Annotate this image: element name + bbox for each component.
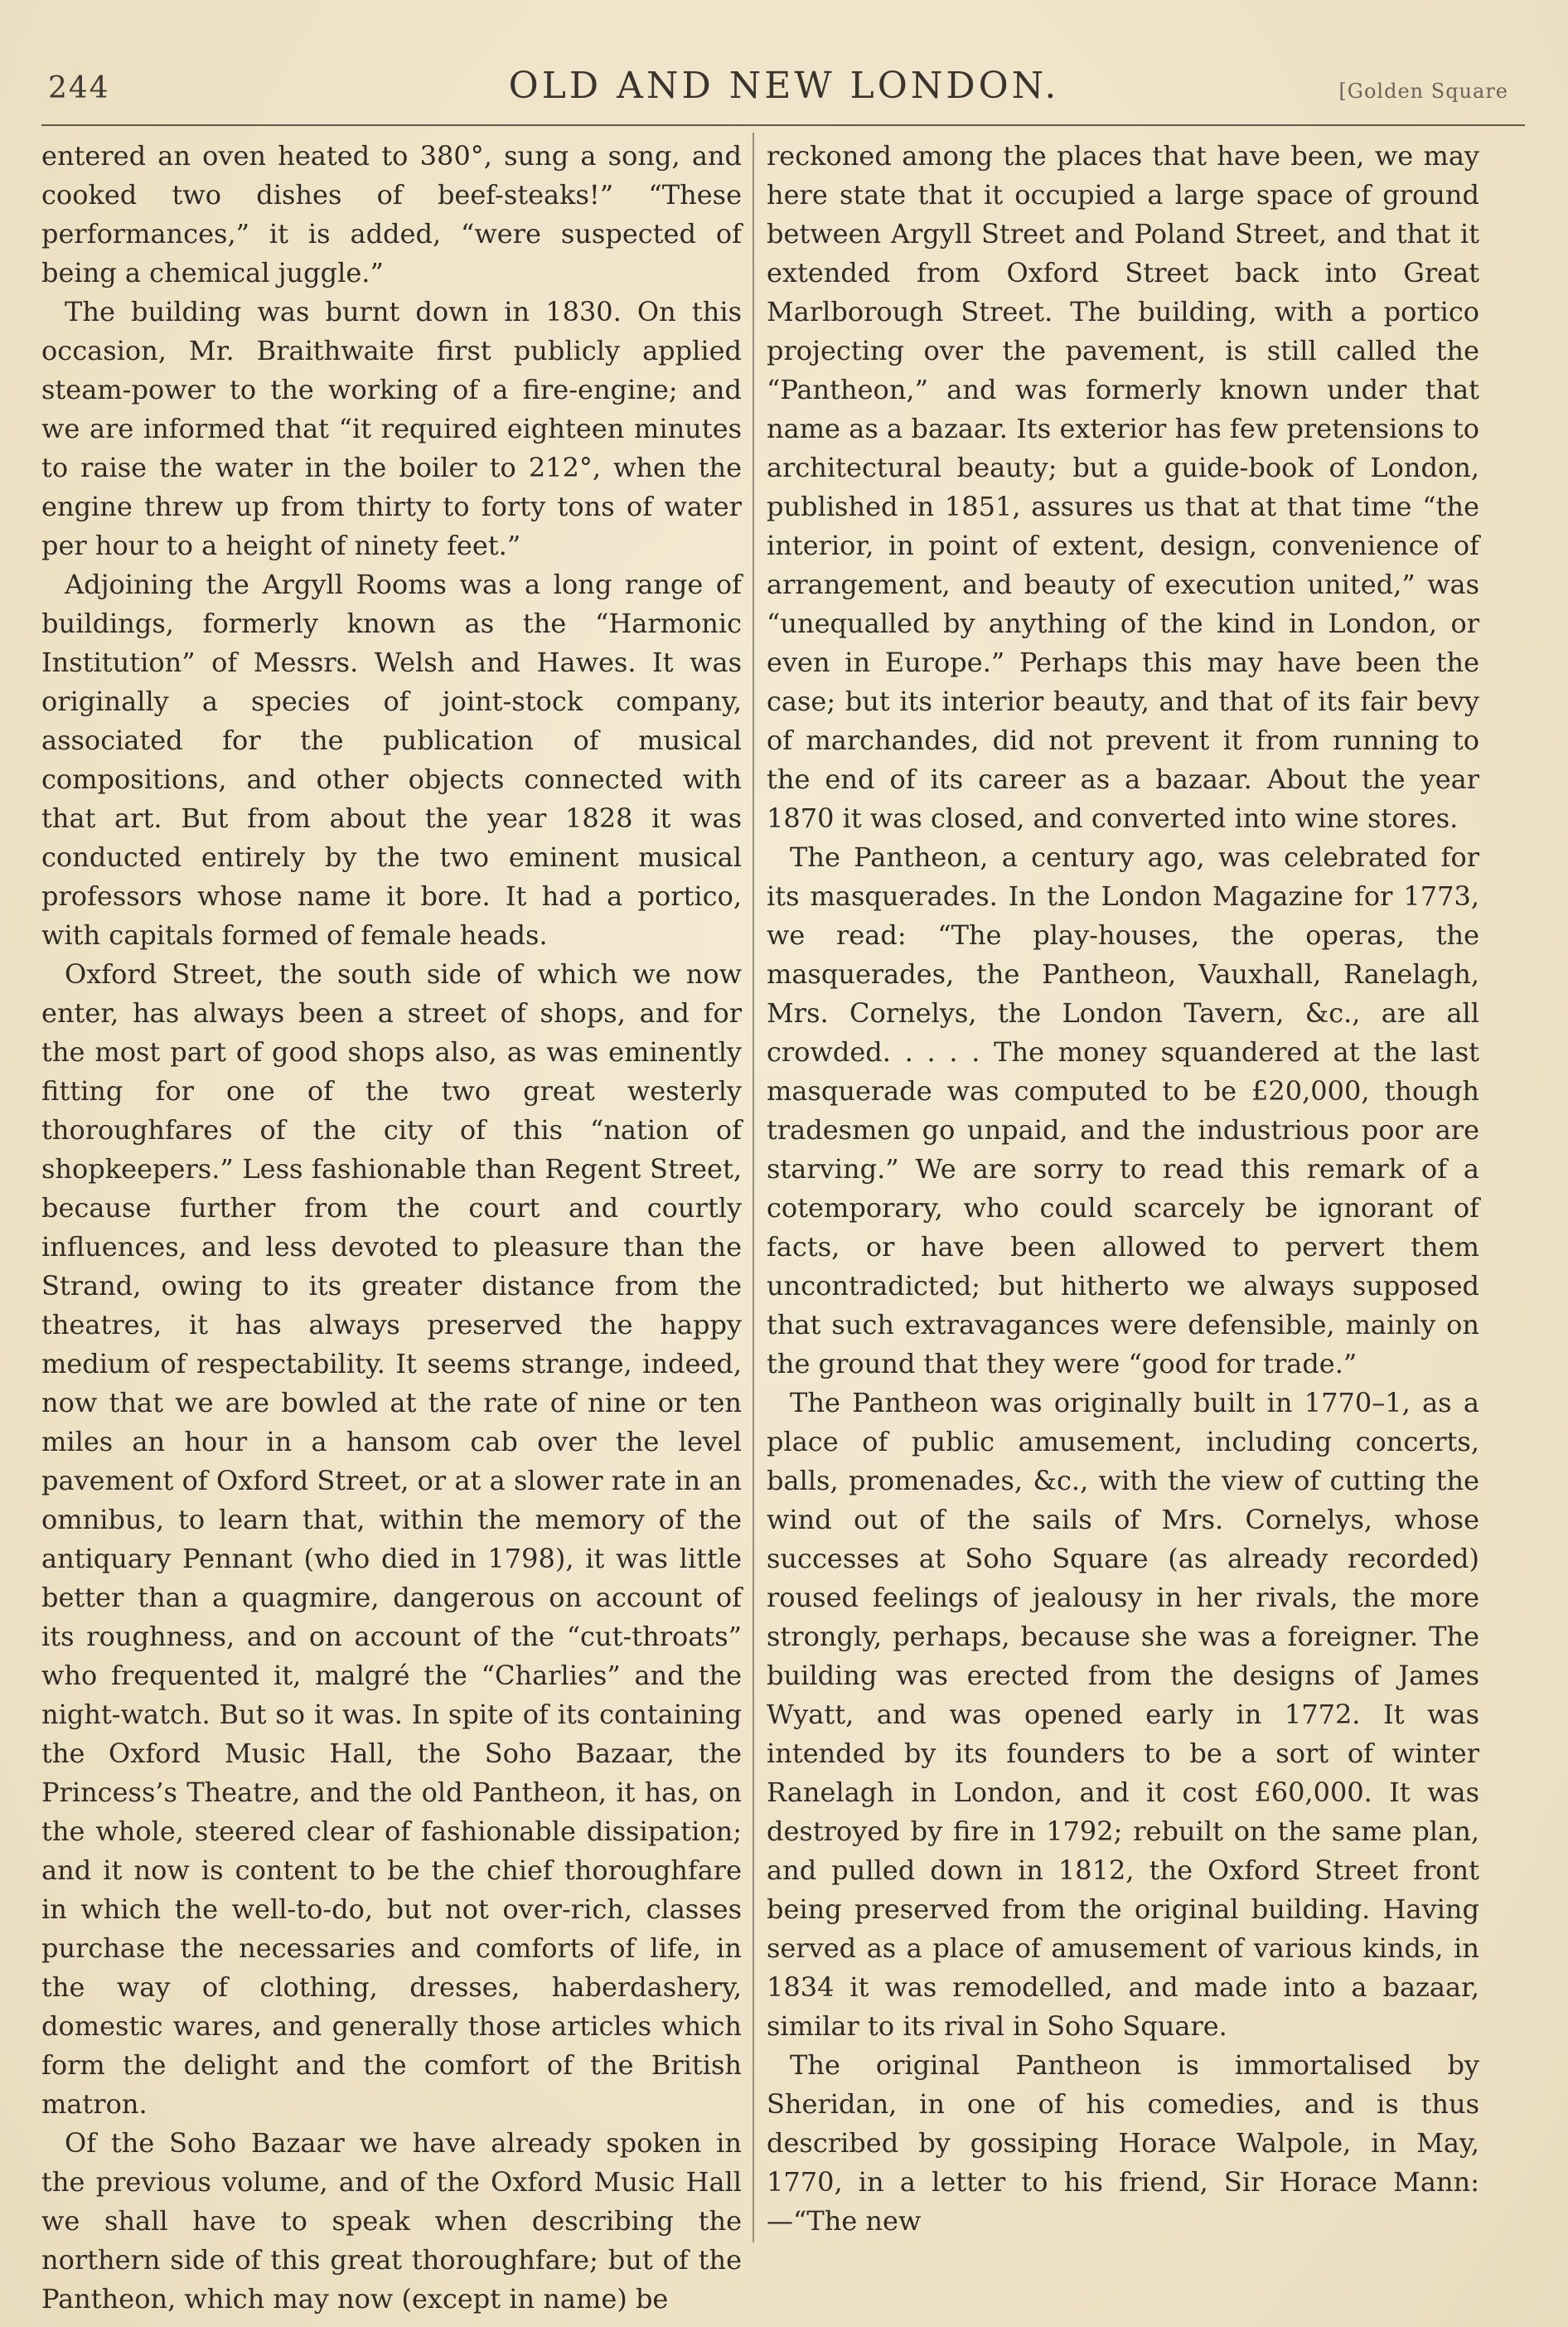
section-tag: [Golden Square [1338, 80, 1508, 103]
paragraph: reckoned among the places that have been, we may here state that it occupied a large space of ground between Argyll Street and Poland Street, and that it extended from Oxford Street back into Great Marlborough Street. The building, with a portico projecting over the pavement, is still called the “Pantheon,” and was formerly known under that name as a bazaar. Its exterior has few pretensions to architectural beauty; but a guide-book of London, published in 1851, assures us that at that time “the interior, in point of extent, design, convenience of arrangement, and beauty of execution united,” was “unequalled by anything of the kind in London, or even in Europe.” Perhaps this may have been the case; but its interior beauty, and that of its fair bevy of marchandes, did not prevent it from running to the end of its career as a bazaar. About the year 1870 it was closed, and converted into wine stores. [767, 140, 1479, 834]
column-divider [753, 133, 754, 2242]
paragraph: Oxford Street, the south side of which we now enter, has always been a street of shops, and for the most part of good shops also, as was eminently fitting for one of the two great westerly thoroughfares of the city of this “nation of shopkeepers.” Less fashionable than Regent Street, because further from the court and courtly influences, and less devoted to pleasure than the Strand, owing to its greater distance from the theatres, it has always preserved the happy medium of respectability. It seems strange, indeed, now that we are bowled at the rate of nine or ten miles an hour in a hansom cab over the level pavement of Oxford Street, or at a slower rate in an omnibus, to learn that, within the memory of the antiquary Pennant (who died in 1798), it was little better than a quagmire, dangerous on account of its roughness, and on account of the “cut-throats” who frequented it, malgré the “Charlies” and the night-watch. But so it was. In spite of its containing the Oxford Music Hall, the Soho Bazaar, the Princess’s Theatre, and the old Pantheon, it has, on the whole, steered clear of fashionable dissipation; and it now is content to be the chief thoroughfare in which the well-to-do, but not over-rich, classes purchase the necessaries and comforts of life, in the way of clothing, dresses, haberdashery, domestic wares, and generally those articles which form the delight and the comfort of the British matron. [41, 958, 742, 2120]
left-column [41, 137, 742, 2319]
paragraph: The Pantheon was originally built in 1770–1, as a place of public amusement, including concerts, balls, promenades, &c., with the view of cutting the wind out of the sails of Mrs. Cornelys, whose successes at Soho Square (as already recorded) roused feelings of jealousy in her rivals, the more strongly, perhaps, because she was a foreigner. The building was erected from the designs of James Wyatt, and was opened early in 1772. It was intended by its founders to be a sort of winter Ranelagh in London, and it cost £60,000. It was destroyed by fire in 1792; rebuilt on the same plan, and pulled down in 1812, the Oxford Street front being preserved from the original building. Having served as a place of amusement of various kinds, in 1834 it was remodelled, and made into a bazaar, similar to its rival in Soho Square. [767, 1387, 1479, 2042]
header-rule [41, 124, 1525, 126]
paragraph: Of the Soho Bazaar we have already spoken in the previous volume, and of the Oxford Music Hall we shall have to speak when describing the northern side of this great thoroughfare; but of the Pantheon, which may now (except in name) be [41, 2127, 742, 2315]
paragraph: The original Pantheon is immortalised by Sheridan, in one of his comedies, and is thus described by gossiping Horace Walpole, in May, 1770, in a letter to his friend, Sir Horace Mann:—“The new [767, 2049, 1479, 2237]
page-header [45, 65, 1523, 114]
page-number: 244 [48, 71, 110, 105]
right-column [767, 137, 1479, 2241]
running-title: OLD AND NEW LONDON. [508, 65, 1060, 107]
paragraph: The Pantheon, a century ago, was celebrated for its masquerades. In the London Magazine for 1773, we read: “The play-houses, the operas, the masquerades, the Pantheon, Vauxhall, Ranelagh, Mrs. Cornelys, the London Tavern, &c., are all crowded. . . . . The money squandered at the last masquerade was computed to be £20,000, though tradesmen go unpaid, and the industrious poor are starving.” We are sorry to read this remark of a cotemporary, who could scarcely be ignorant of facts, or have been allowed to pervert them uncontradicted; but hitherto we always supposed that such extravagances were defensible, mainly on the ground that they were “good for trade.” [767, 841, 1479, 1379]
paragraph: The building was burnt down in 1830. On this occasion, Mr. Braithwaite first publicly applied steam-power to the working of a fire-engine; and we are informed that “it required eighteen minutes to raise the water in the boiler to 212°, when the engine threw up from thirty to forty tons of water per hour to a height of ninety feet.” [41, 296, 742, 561]
paragraph: entered an oven heated to 380°, sung a song, and cooked two dishes of beef-steaks!” “These performances,” it is added, “were suspected of being a chemical juggle.” [41, 140, 742, 288]
paragraph: Adjoining the Argyll Rooms was a long range of buildings, formerly known as the “Harmonic Institution” of Messrs. Welsh and Hawes. It was originally a species of joint-stock company, associated for the publication of musical compositions, and other objects connected with that art. But from about the year 1828 it was conducted entirely by the two eminent musical professors whose name it bore. It had a portico, with capitals formed of female heads. [41, 569, 742, 951]
